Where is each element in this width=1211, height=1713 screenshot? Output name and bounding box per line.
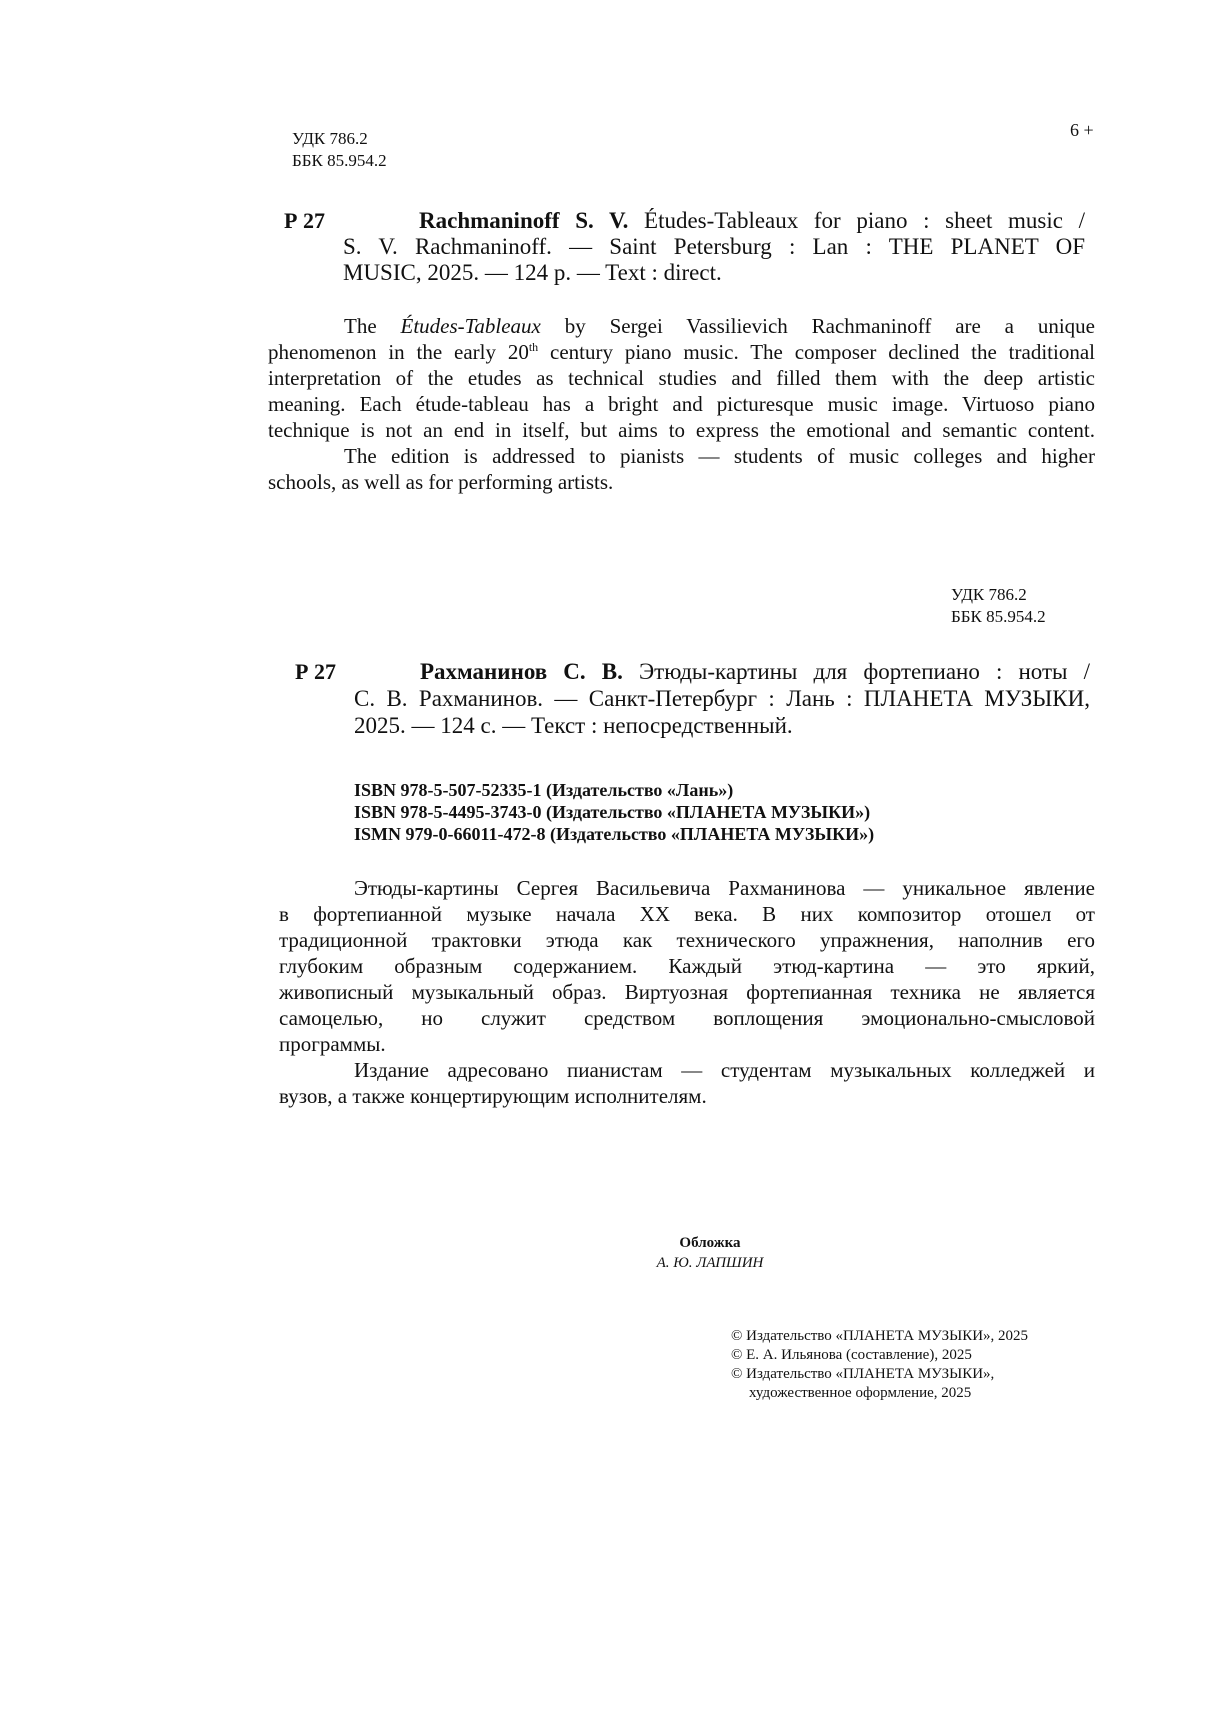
- russian-author: Рахманинов С. В.: [420, 659, 623, 684]
- english-entry-line1: [343, 208, 1085, 234]
- udk-code: УДК 786.2: [951, 585, 1027, 604]
- english-author: Rachmaninoff S. V.: [419, 208, 629, 233]
- text-run: century piano music. The composer declined the traditional: [538, 340, 1095, 364]
- english-abstract: [268, 313, 1095, 495]
- russian-abstract-line: живописный музыкальный образ. Виртуозная фортепианная техника не является: [279, 980, 1095, 1004]
- text-run: phenomenon in the early 20: [268, 340, 529, 364]
- text-run: The: [344, 314, 401, 338]
- text-run: by Sergei Vassilievich Rachmaninoff are a unique: [540, 314, 1095, 338]
- cover-credit: [560, 1233, 860, 1273]
- russian-entry-line3: 2025. — 124 с. — Текст : непосредственный.: [354, 713, 793, 738]
- ismn-planet: ISMN 979-0-66011-472-8 (Издательство «ПЛАНЕТА МУЗЫКИ»): [354, 824, 875, 844]
- russian-abstract-line: глубоким образным содержанием. Каждый этюд-картина — это яркий,: [279, 954, 1095, 978]
- russian-entry-line1: [354, 658, 1090, 685]
- copyright-line: © Е. А. Ильянова (составление), 2025: [731, 1347, 972, 1363]
- bbk-code: ББК 85.954.2: [292, 151, 387, 170]
- russian-abstract-line: Издание адресовано пианистам — студентам музыкальных колледжей и: [354, 1058, 1095, 1082]
- english-title: Études-Tableaux for piano : sheet music /: [644, 208, 1085, 233]
- english-abstract-line: meaning. Each étude-tableau has a bright and picturesque music image. Virtuoso piano: [268, 392, 1095, 416]
- english-abstract-line: The edition is addressed to pianists — students of music colleges and higher: [344, 444, 1095, 468]
- english-abstract-line: technique is not an end in itself, but aims to express the emotional and semantic content.: [268, 418, 1095, 442]
- copyright-block: [731, 1327, 1028, 1403]
- copyright-line: © Издательство «ПЛАНЕТА МУЗЫКИ»,: [731, 1366, 995, 1382]
- copyright-line: © Издательство «ПЛАНЕТА МУЗЫКИ», 2025: [731, 1328, 1029, 1344]
- age-rating: 6 +: [1070, 120, 1094, 140]
- superscript: th: [528, 340, 539, 354]
- russian-classification-code: Р 27: [295, 659, 336, 684]
- cover-label: Обложка: [679, 1235, 741, 1251]
- english-abstract-line: [268, 339, 1095, 365]
- russian-title: Этюды-картины для фортепиано : ноты /: [638, 659, 1090, 684]
- russian-abstract-line: программы.: [279, 1032, 386, 1056]
- cover-designer: А. Ю. ЛАПШИН: [656, 1255, 764, 1271]
- isbn-planet: ISBN 978-5-4495-3743-0 (Издательство «ПЛАНЕТА МУЗЫКИ»): [354, 802, 871, 822]
- russian-abstract-line: традиционной трактовки этюда как технического упражнения, наполнив его: [279, 928, 1095, 952]
- russian-entry-line2: С. В. Рахманинов. — Санкт-Петербург : Лань : ПЛАНЕТА МУЗЫКИ,: [354, 686, 1090, 711]
- title-emphasis: Études-Tableaux: [400, 314, 541, 338]
- header-codes: [292, 128, 387, 172]
- english-bibliographic-entry: [343, 208, 1085, 286]
- copyright-line: художественное оформление, 2025: [749, 1385, 972, 1401]
- russian-abstract-line: Этюды-картины Сергея Васильевича Рахманинова — уникальное явление: [354, 876, 1095, 900]
- russian-abstract-line: вузов, а также концертирующим исполнителям.: [279, 1084, 707, 1108]
- bbk-code: ББК 85.954.2: [951, 607, 1046, 626]
- russian-bibliographic-entry: [354, 658, 1090, 739]
- english-abstract-line: [268, 313, 1095, 339]
- english-entry-line2: S. V. Rachmaninoff. — Saint Petersburg : Lan : THE PLANET OF: [343, 234, 1085, 259]
- english-abstract-line: interpretation of the etudes as technical studies and filled them with the deep artistic: [268, 366, 1095, 390]
- isbn-block: [354, 779, 874, 845]
- russian-abstract-line: в фортепианной музыке начала XX века. В них композитор отошел от: [279, 902, 1095, 926]
- russian-abstract: [279, 875, 1095, 1109]
- russian-abstract-line: самоцелью, но служит средством воплощения эмоционально-смысловой: [279, 1006, 1095, 1030]
- english-classification-code: Р 27: [284, 208, 325, 233]
- english-abstract-line: schools, as well as for performing artists.: [268, 470, 614, 494]
- udk-code: УДК 786.2: [292, 129, 368, 148]
- russian-codes: [951, 584, 1046, 628]
- isbn-lan: ISBN 978-5-507-52335-1 (Издательство «Лань»): [354, 780, 734, 800]
- english-entry-line3: MUSIC, 2025. — 124 p. — Text : direct.: [343, 260, 722, 285]
